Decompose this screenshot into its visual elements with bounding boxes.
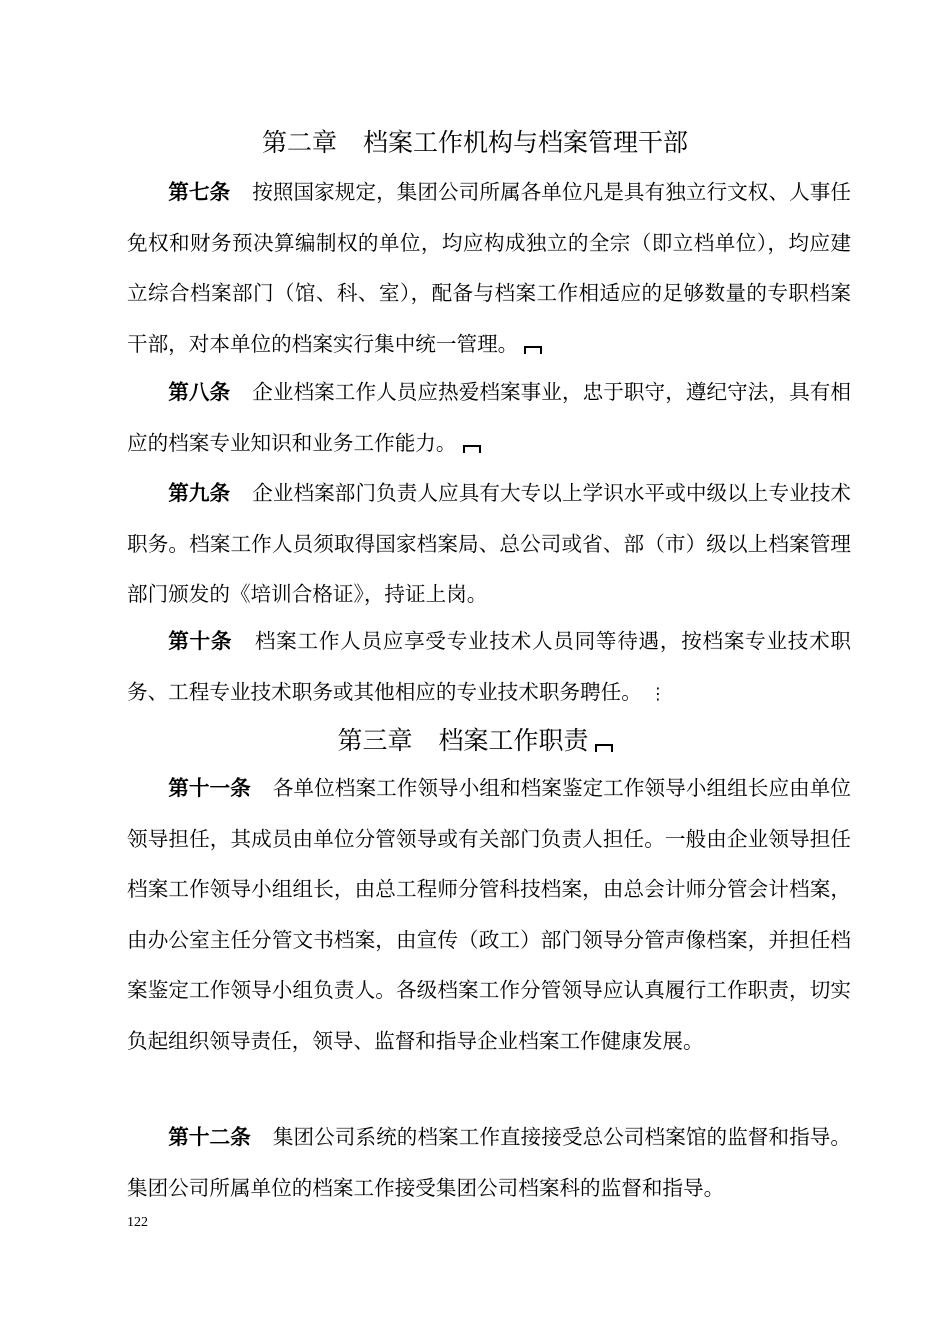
chapter-heading-2 — [0, 128, 950, 158]
page-number: 122 — [127, 1215, 148, 1230]
article-text: 集团公司系统的档案工作直接接受总公司档案馆的监督和指导。集团公司所属单位的档案工作接受集团公司档案科的监督和指导。 — [127, 1125, 852, 1200]
chapter-heading-3 — [0, 726, 950, 756]
vertical-dots-icon: ⋮ — [649, 683, 666, 703]
article-10 — [127, 616, 851, 719]
article-text: 企业档案工作人员应热爱档案事业，忠于职守，遵纪守法，具有相应的档案专业知识和业务工作能力。 — [127, 380, 851, 455]
article-label: 第八条 — [168, 380, 231, 404]
article-7 — [127, 167, 851, 369]
chapter-number: 第三章 — [337, 726, 413, 755]
chapter-number: 第二章 — [261, 128, 337, 157]
article-label: 第十一条 — [168, 776, 251, 800]
article-8 — [127, 367, 851, 468]
revision-mark-icon — [463, 445, 481, 453]
chapter-title-text: 档案工作机构与档案管理干部 — [363, 128, 689, 157]
article-12 — [127, 1112, 851, 1213]
article-11 — [127, 763, 851, 1066]
article-label: 第十二条 — [168, 1125, 251, 1149]
article-label: 第七条 — [168, 180, 231, 204]
article-9 — [127, 468, 851, 620]
article-text: 按照国家规定，集团公司所属各单位凡是具有独立行文权、人事任免权和财务预决算编制权的单位，均应构成独立的全宗（即立档单位），均应建立综合档案部门（馆、科、室），配备与档案工作相适应的足够数量的专职档案干部，对本单位的档案实行集中统一管理。 — [127, 180, 851, 356]
chapter-title-text: 档案工作职责 — [438, 726, 589, 755]
article-label: 第九条 — [168, 481, 231, 505]
revision-mark-icon — [524, 346, 542, 354]
article-text: 企业档案部门负责人应具有大专以上学识水平或中级以上专业技术职务。档案工作人员须取得国家档案局、总公司或省、部（市）级以上档案管理部门颁发的《培训合格证》，持证上岗。 — [127, 481, 851, 606]
article-label: 第十条 — [168, 629, 233, 653]
revision-mark-icon — [595, 744, 613, 752]
article-text: 各单位档案工作领导小组和档案鉴定工作领导小组组长应由单位领导担任，其成员由单位分管领导或有关部门负责人担任。一般由企业领导担任档案工作领导小组组长，由总工程师分管科技档案，由总会计师分管会计档案，由办公室主任分管文书档案，由宣传（政工）部门领导分管声像档案，并担任档案鉴定工作领导小组负责人。各级档案工作分管领导应认真履行工作职责，切实负起组织领导责任，领导、监督和指导企业档案工作健康发展。 — [127, 776, 852, 1053]
article-text: 档案工作人员应享受专业技术人员同等待遇，按档案专业技术职务、工程专业技术职务或其他相应的专业技术职务聘任。 — [127, 629, 852, 704]
